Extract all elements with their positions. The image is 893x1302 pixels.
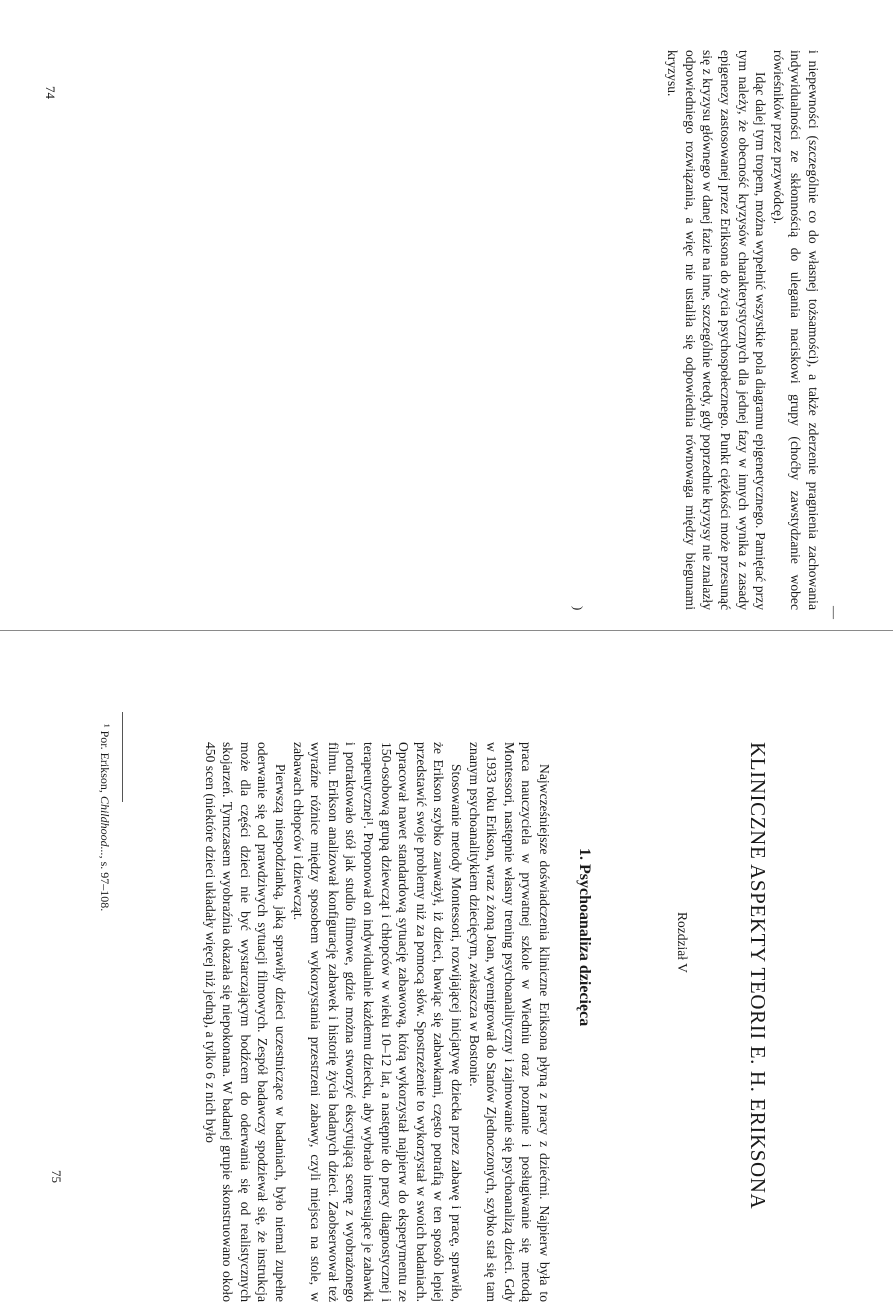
footnote-suffix: , s. 97–108. xyxy=(98,855,112,912)
page-divider xyxy=(0,630,893,631)
chapter-label: Rozdział V xyxy=(675,912,690,973)
page-number-left: 74 xyxy=(43,86,58,99)
paragraph: Najwcześniejsze doświadczenia kliniczne Eriksona płyną z pracy z dziećmi. Najpierw była to praca nauczyciela w prywatnej szkole w Wiedniu oraz poznanie i posługiwanie się metodą Montessori, następnie własny trening psychoanalityczny i zajmowanie się psychoanalizą dzieci. Gdy w 1933 roku Erikson, wraz z żoną Joan, wyemigrował do Stanów Zjednoczonych, szybko stał się tam znanym psychoanalitykiem dziecięcym, zwłaszcza w Bostonie. xyxy=(466,742,552,1302)
paragraph: Stosowanie metody Montessori, rozwijającej inicjatywę dziecka przez zabawę i pracę, sprawiło, że Erikson szybko zauważył, iż dzieci, bawiąc się zabawkami, często potrafią w ten sposób lepiej przedstawić swoje problemy niż za pomocą słów. Spostrzeżenie to wykorzystał w swoich badaniach. Opracował nawet standardową sytuację zabawową, którą wykorzystał najpierw do eksperymentu ze 150-osobową grupą dziewcząt i chłopców w wieku 10–12 lat, a następnie do pracy diagnostycznej i terapeutycznej¹. Proponował on indywidualnie każdemu dziecku, aby wybrało interesujące je zabawki i potraktowało stół jak studio filmowe, gdzie można stworzyć ekscytującą scenę z wyobrażonego filmu. Erikson analizował konfigurację zabawek i historię życia badanych dzieci. Zaobserwował też wyraźne różnice między sposobem wykorzystania przestrzeni zabawy, czyli miejsca na stole, w zabawach chłopców i dziewcząt. xyxy=(290,742,465,1302)
paragraph: Pierwszą niespodzianką, jaką sprawiły dzieci uczestniczące w badaniach, było niemal zupełne oderwanie się od prawdziwych sytuacji filmowych. Zespół badawczy spodziewał się, że instrukcja może dla części dzieci nie być wystarczającym bodźcem do oderwania się od realistycznych skojarzeń. Tymczasem wyobraźnia okazała się niepokonana. W badanej grupie skonstruowano około 450 scen (niektóre dzieci układały więcej niż jedną), a tylko 6 z nich było xyxy=(202,742,289,1302)
page-number-right: 75 xyxy=(49,1170,64,1183)
footnote-prefix: ¹ Por. Erikson, xyxy=(98,724,112,793)
section-title: 1. Psychoanaliza dziecięca xyxy=(576,848,593,1027)
footnote-work: Childhood... xyxy=(98,795,112,856)
page-right-body xyxy=(201,742,553,1302)
stray-mark: — xyxy=(827,606,842,619)
chapter-title: KLINICZNE ASPEKTY TEORII E. H. ERIKSONA xyxy=(746,742,770,1210)
footnote-rule xyxy=(122,712,123,802)
footnote xyxy=(97,724,112,911)
paragraph: Idąc dalej tym tropem, można wypełnić wszystkie pola diagramu epigenetycznego. Pamiętać przy tym należy, że obecność kryzysów charakterystycznych dla jednej fazy w innych wynika z zasady epigenezy zastosowanej przez Eriksona do życia psychospołecznego. Punkt ciężkości może przesunąć się z kryzysu głównego w danej fazie na inne, szczególnie wtedy, gdy poprzednie kryzysy nie znalazły odpowiedniego rozwiązania, a więc nie ustaliła się odpowiednia równowaga między biegunami kryzysu. xyxy=(665,50,769,610)
paragraph: i niepewności (szczególnie co do własnej tożsamości), a także zderzenie pragnienia zachowania indywidualności ze skłonnością do ulegania naciskowi grupy (choćby zawstydzanie wobec rówieśników przez przywódcę). xyxy=(770,50,821,610)
stray-mark: ) xyxy=(571,606,586,611)
page-left-body xyxy=(664,50,822,610)
